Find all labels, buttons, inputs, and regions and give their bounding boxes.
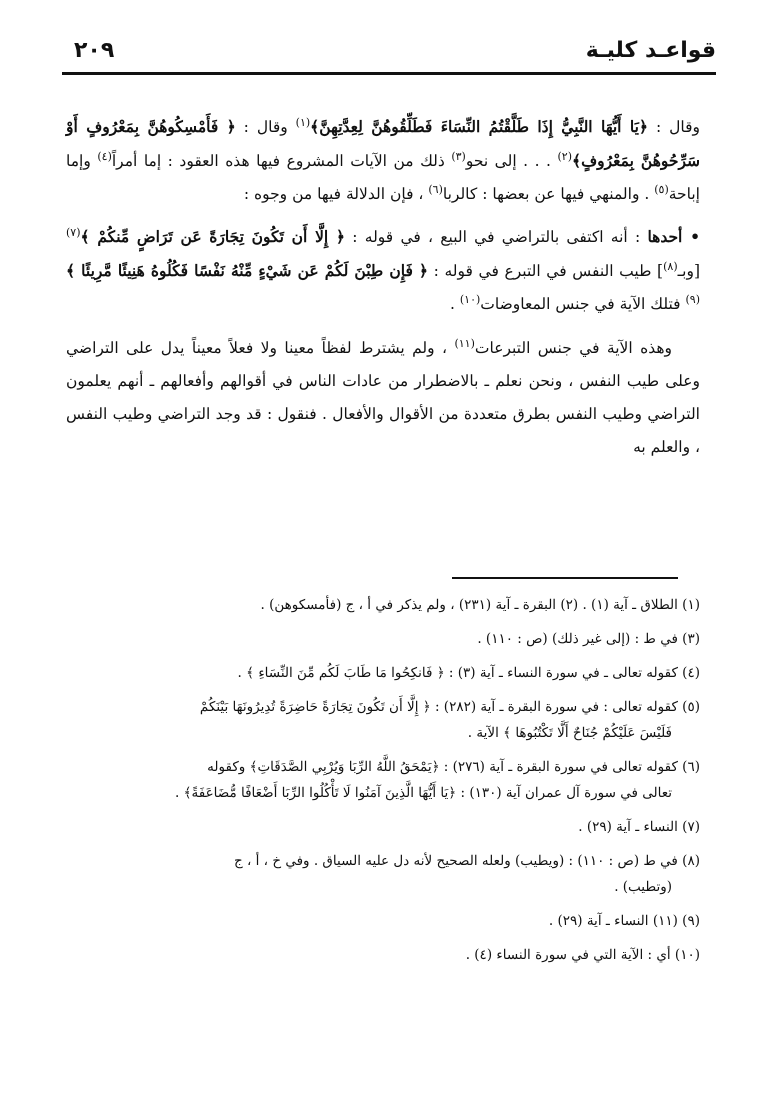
text-run: وهذه الآية في جنس التبرعات	[474, 339, 672, 357]
header-rule	[62, 72, 716, 75]
footnote-ref: (٢)	[557, 149, 572, 163]
text-run: فتلك الآية في جنس المعاوضات	[480, 295, 686, 313]
paragraph-2	[66, 220, 700, 321]
paragraph-3	[66, 332, 700, 464]
footnote-line: (٨) في ط (ص : ١١٠) : (ويطيب) ولعله الصحيح لأنه دل عليه السياق . وفي خ ، أ ، ج	[233, 853, 700, 869]
text-run: . . . إلى نحو	[465, 152, 558, 170]
quran-verse: ﴿ فَإِن طِبْنَ لَكُمْ عَن شَيْءٍ مِّنْهُ نَفْسًا فَكُلُوهُ هَنِيئًا مَّرِيئًا ﴾	[66, 261, 429, 280]
footnote-6	[66, 754, 700, 806]
footnote-4: (٤) كقوله تعالى ـ في سورة النساء ـ آية (٣) : ﴿ فَانكِحُوا مَا طَابَ لَكُم مِّنَ النِّسَاءِ ﴾ .	[237, 665, 700, 681]
footnote-ref: (٤)	[97, 149, 112, 163]
footnote-ref: (٣)	[451, 149, 466, 163]
text-run: . والمنهي فيها عن بعضها : كالربا	[442, 185, 655, 203]
footnote-ref: (١١)	[454, 336, 475, 350]
text-run: وقال :	[235, 118, 296, 136]
footnote-ref: (٧)	[66, 225, 81, 239]
text-run: ، ولم يشترط لفظاً معينا ولا فعلاً معيناً يدل على التراضي وعلى طيب النفس ، ونحن نعلم ـ بالاضطرار من عادات الناس في أقوالهم وأفعالهم ـ أنهم يعلمون التراضي وطيب النفس بطرق متعددة من الأقوال والأفعال . فنقول : قد وجد التراضي وطيب النفس ، والعلم به	[66, 339, 700, 456]
text-run: .	[450, 295, 460, 313]
quran-verse: ﴿يَا أَيُّهَا النَّبِيُّ إِذَا طَلَّقْتُمُ النِّسَاءَ فَطَلِّقُوهُنَّ لِعِدَّتِهِنَّ﴾	[310, 117, 649, 136]
running-header	[62, 36, 716, 76]
footnote-ref: (٩)	[685, 292, 700, 306]
footnote-8	[66, 848, 700, 900]
footnote-line: فَلَيْسَ عَلَيْكُمْ جُنَاحٌ أَلَّا تَكْتُبُوهَا ﴾ الآية .	[467, 725, 672, 741]
bullet-heading: • أحدها	[647, 227, 700, 246]
footnote-ref: (٥)	[654, 182, 669, 196]
text-run: ، فإن الدلالة فيها من وجوه :	[243, 185, 429, 203]
footnotes	[66, 592, 700, 976]
footnote-3: (٣) في ط : (إلى غير ذلك) (ص : ١١٠) .	[477, 631, 700, 647]
quran-verse: ﴿ فَأَمْسِكُوهُنَّ بِمَعْرُوفٍ أَوْ سَرِّحُوهُنَّ بِمَعْرُوفٍ﴾	[66, 117, 701, 170]
text-run: وإما إباحة	[66, 152, 700, 203]
footnote-line: تعالى في سورة آل عمران آية (١٣٠) : ﴿يَا أَيُّهَا الَّذِينَ آمَنُوا لَا تَأْكُلُوا الرِّبَا أَضْعَافًا مُّضَاعَفَةً﴾ .	[175, 785, 672, 801]
text-run: ] طيب النفس في التبرع في قوله :	[428, 262, 664, 280]
footnote-line: (٥) كقوله تعالى : في سورة البقرة ـ آية (٢٨٢) : ﴿ إِلَّا أَن تَكُونَ تِجَارَةً حَاضِرَةً تُدِيرُونَهَا بَيْنَكُمْ	[199, 699, 700, 715]
footnote-9-11: (٩) (١١) النساء ـ آية (٢٩) .	[548, 913, 700, 929]
page-number: ٢٠٩	[74, 38, 115, 63]
paragraph-1	[66, 110, 700, 211]
text-run: : أنه اكتفى بالتراضي في البيع ، في قوله :	[345, 228, 648, 246]
footnote-separator	[452, 577, 678, 579]
text-run: [وبـ	[677, 262, 700, 280]
main-text	[66, 110, 700, 464]
footnote-ref: (٦)	[428, 182, 443, 196]
footnote-line: (وتطيب) .	[614, 879, 672, 895]
footnote-ref: (١٠)	[459, 292, 481, 306]
text-run: وقال :	[648, 118, 700, 136]
footnote-7: (٧) النساء ـ آية (٢٩) .	[578, 819, 700, 835]
text-run: ذلك من الآيات المشروع فيها هذه العقود : إما أمراً	[111, 152, 452, 170]
footnote-ref: (٨)	[663, 259, 678, 273]
footnote-1-2: (١) الطلاق ـ آية (١) . (٢) البقرة ـ آية (٢٣١) ، ولم يذكر في أ ، ج (فأمسكوهن) .	[260, 597, 700, 613]
quran-verse: ﴿ إِلَّا أَن تَكُونَ تِجَارَةً عَن تَرَاضٍ مِّنكُمْ ﴾	[80, 227, 346, 246]
footnote-10: (١٠) أي : الآية التي في سورة النساء (٤) .	[465, 947, 700, 963]
footnote-ref: (١)	[295, 115, 311, 129]
footnote-line: (٦) كقوله تعالى في سورة البقرة ـ آية (٢٧٦) : ﴿يَمْحَقُ اللَّهُ الرِّبَا وَيُرْبِي الصَّدَقَاتِ﴾ وكقوله	[207, 759, 700, 775]
header-title: قواعـد كليـة	[585, 38, 716, 63]
footnote-5	[66, 694, 700, 746]
